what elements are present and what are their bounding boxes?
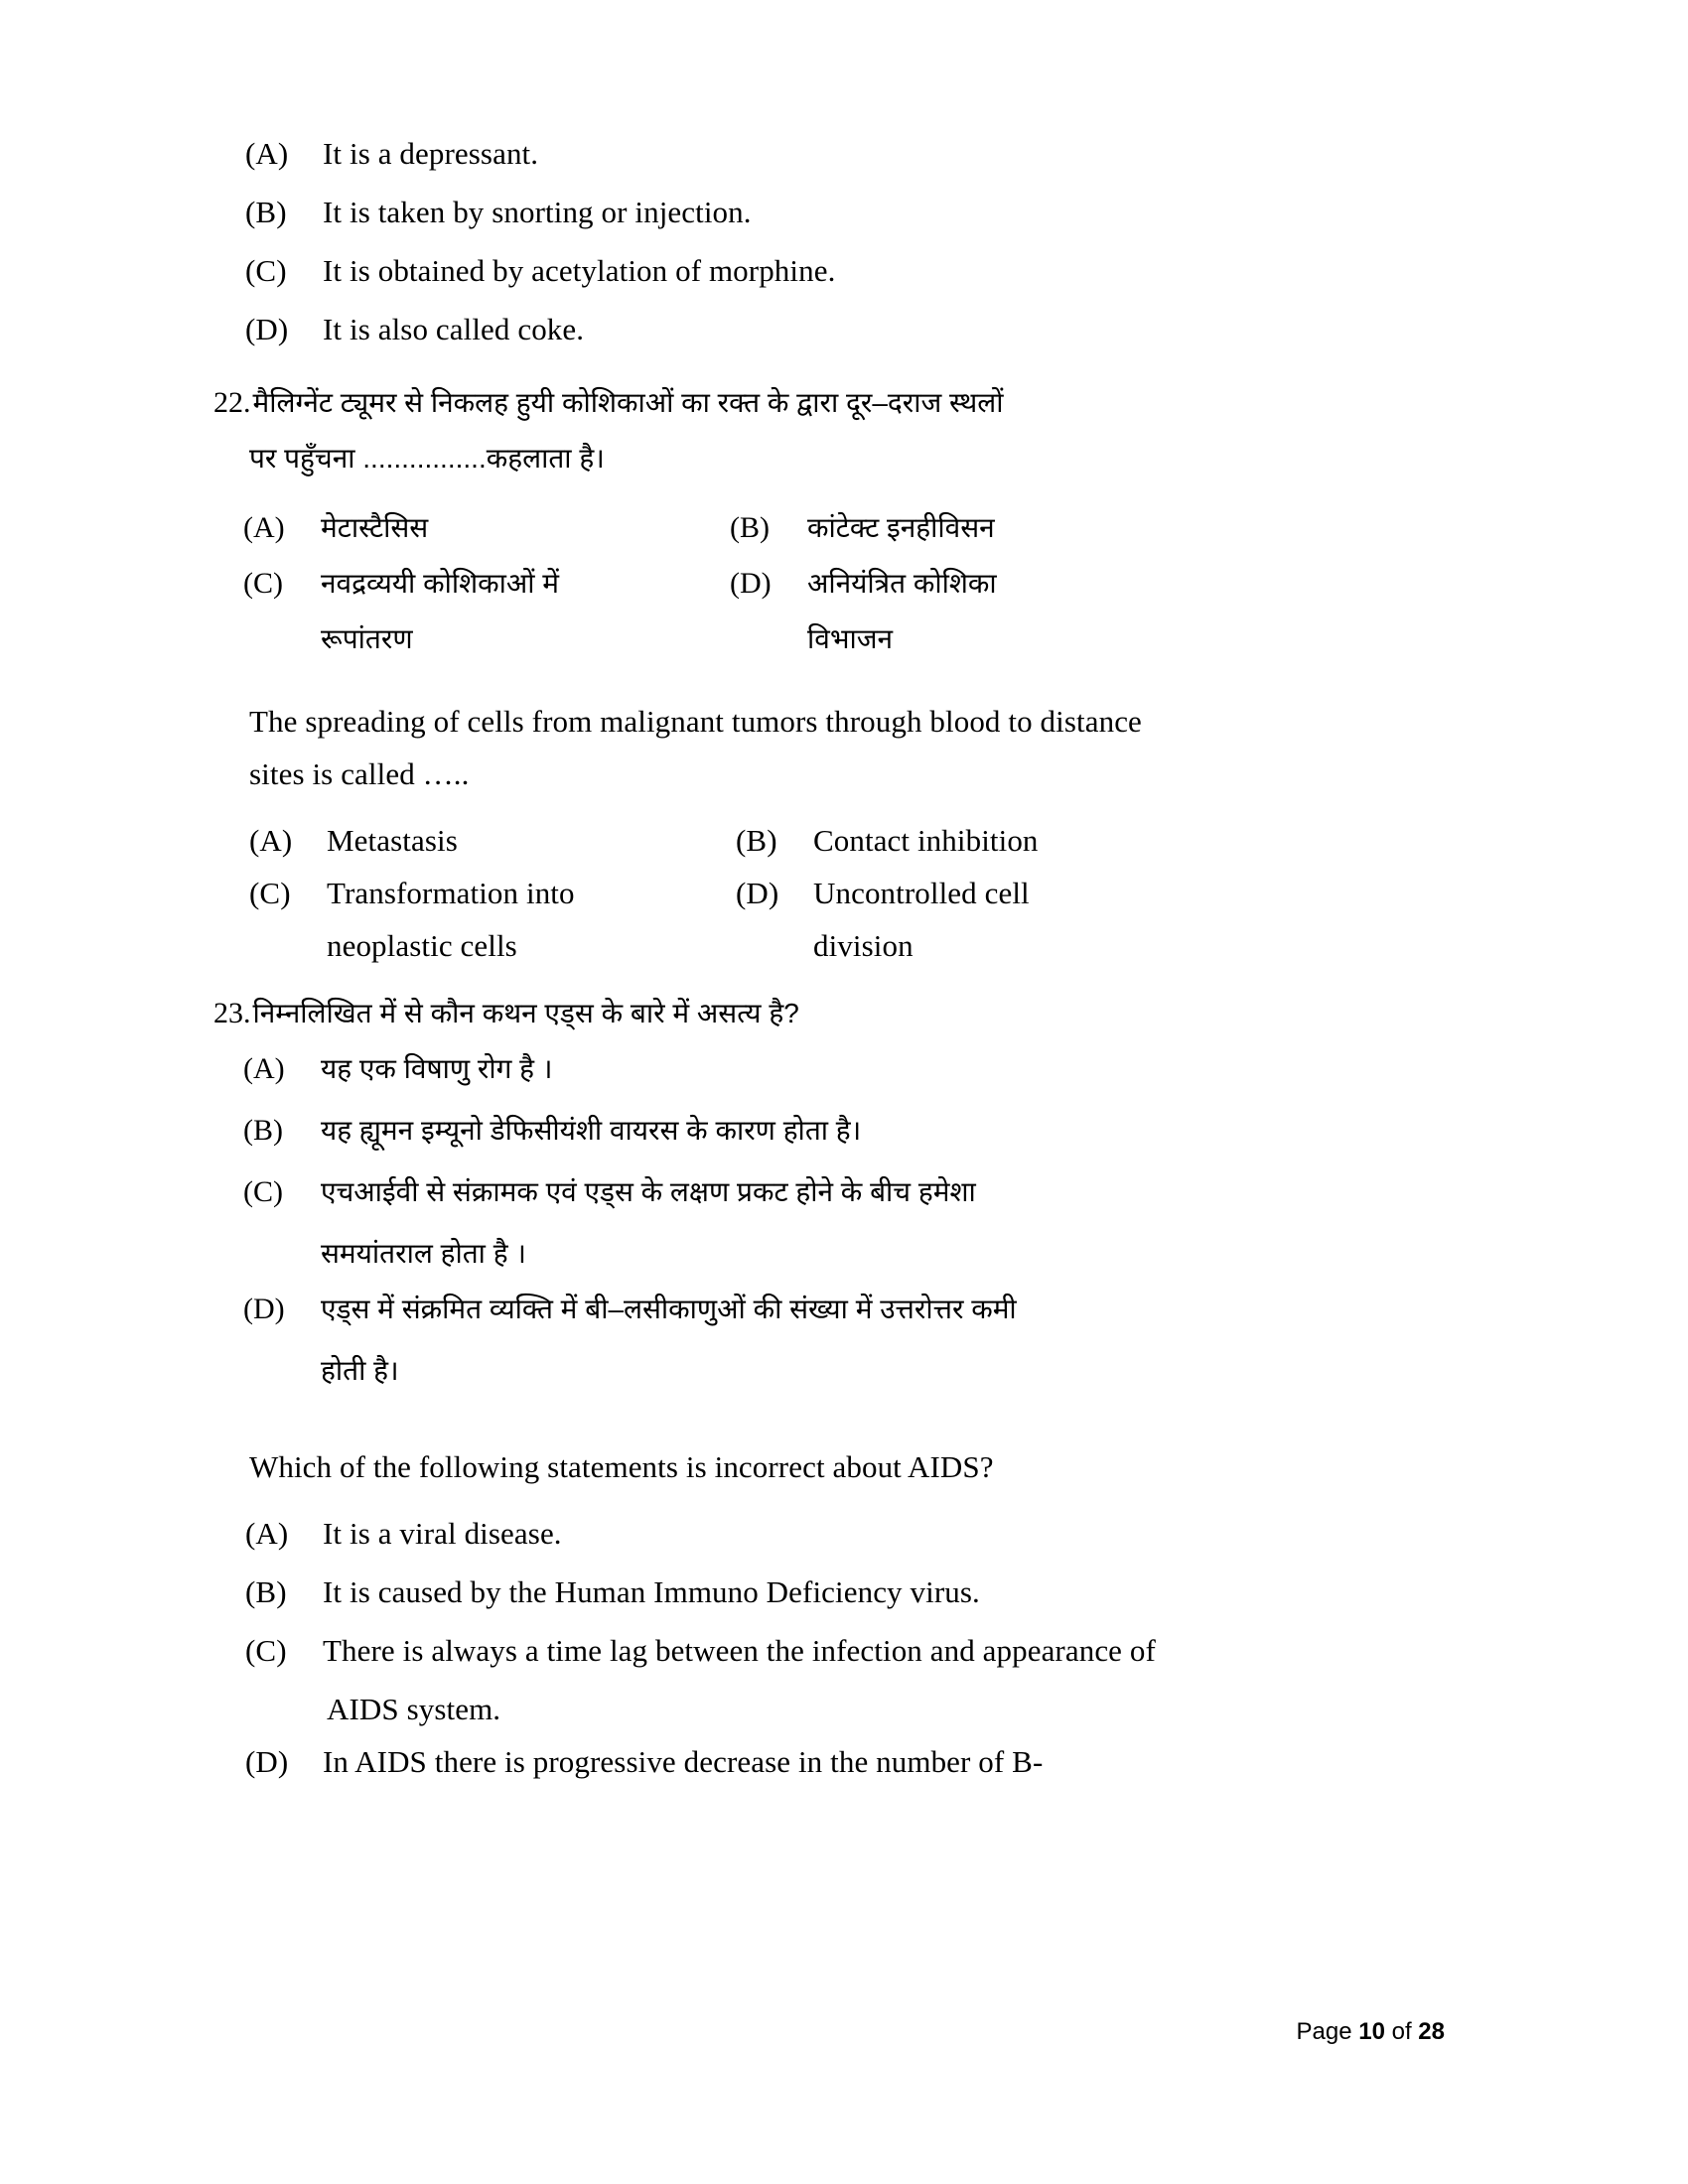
option-row (213, 867, 1455, 919)
option-row-continuation (213, 919, 1455, 972)
option-text: Uncontrolled cell (813, 876, 1030, 910)
question-number: 22. (213, 386, 251, 419)
option-text-continued: division (813, 928, 914, 963)
option-row (213, 814, 1455, 867)
option-text-continued: रूपांतरण (321, 623, 413, 654)
option-text: एड्स में संक्रमित व्यक्ति में बी–लसीकाणुओं की संख्या में उत्तरोत्तर कमी (321, 1294, 1017, 1324)
option-text: Contact inhibition (813, 823, 1039, 858)
question-text: Which of the following statements is incorrect about AIDS? (249, 1449, 994, 1484)
question-22-english-options (213, 814, 1455, 972)
question-22-hindi-line-1 (213, 375, 1455, 431)
option-row (213, 1164, 1455, 1220)
option-label: (B) (243, 1114, 283, 1147)
option-row (213, 186, 1455, 238)
option-label: (D) (243, 1293, 285, 1325)
option-c-continued (213, 612, 700, 667)
option-text: In AIDS there is progressive decrease in the number of B- (323, 1744, 1044, 1779)
option-label: (B) (245, 195, 287, 229)
option-label: (A) (243, 1052, 285, 1085)
spacer (213, 1399, 1455, 1440)
option-row (213, 1566, 1455, 1618)
option-label: (C) (245, 253, 287, 288)
option-c-continued: समयांतराल होता है । (321, 1238, 526, 1269)
spacer (213, 800, 1455, 814)
page-content (213, 127, 1455, 1794)
option-text: मेटास्टैसिस (321, 512, 429, 543)
footer-middle: of (1391, 2018, 1412, 2045)
option-text: It is also called coke. (323, 312, 585, 346)
question-22-hindi-stem (213, 375, 1455, 486)
spacer (213, 972, 1455, 986)
spacer (213, 667, 1455, 695)
option-label: (C) (249, 876, 291, 910)
question-22-hindi-line-2: पर पहुँचना ................कहलाता है। (249, 443, 605, 474)
option-text: अनियंत्रित कोशिका (807, 568, 997, 599)
option-text: Metastasis (327, 823, 458, 858)
option-row (213, 1735, 1455, 1788)
option-label: (B) (245, 1574, 287, 1609)
question-text-line-2: sites is called ….. (249, 756, 470, 791)
option-row (213, 1624, 1455, 1677)
option-row (213, 1103, 1455, 1159)
option-label: (A) (249, 823, 293, 858)
option-text: एचआईवी से संक्रामक एवं एड्स के लक्षण प्रकट होने के बीच हमेशा (321, 1176, 976, 1207)
footer-current-page: 10 (1358, 2018, 1385, 2045)
option-c-continued: AIDS system. (327, 1692, 501, 1726)
option-text-continued: neoplastic cells (327, 928, 517, 963)
question-23-hindi-stem (213, 986, 1455, 1041)
option-text: It is taken by snorting or injection. (323, 195, 752, 229)
option-c (213, 867, 700, 919)
option-row (213, 556, 1455, 612)
question-21-options-block (213, 127, 1455, 355)
question-23-hindi-options (213, 1041, 1455, 1399)
option-row (213, 303, 1455, 355)
option-label: (D) (245, 312, 289, 346)
option-label: (D) (730, 567, 772, 600)
option-label: (D) (245, 1744, 289, 1779)
option-label: (D) (736, 876, 779, 910)
option-text: Transformation into (327, 876, 575, 910)
option-label: (C) (245, 1633, 287, 1668)
option-label: (A) (245, 1516, 289, 1551)
option-d-continued (700, 612, 1216, 667)
option-label: (B) (736, 823, 777, 858)
option-label: (C) (243, 567, 283, 600)
spacer (213, 1493, 1455, 1507)
option-b (700, 500, 1216, 556)
option-row (213, 1041, 1455, 1097)
option-d-continued (700, 919, 1216, 972)
option-b (700, 814, 1216, 867)
option-label: (B) (730, 511, 770, 544)
option-label: (C) (243, 1175, 283, 1208)
option-d (700, 867, 1216, 919)
question-23-english-options (213, 1507, 1455, 1788)
question-number: 23. (213, 997, 251, 1029)
option-row (213, 500, 1455, 556)
spacer-label (213, 612, 321, 667)
option-text-continued: विभाजन (807, 623, 894, 654)
question-text: मैलिग्नेंट ट्यूमर से निकलह हुयी कोशिकाओं का रक्त के द्वारा दूर–दराज स्थलों (252, 387, 1004, 418)
option-text: नवद्रव्ययी कोशिकाओं में (321, 568, 560, 599)
option-text: It is a depressant. (323, 136, 539, 171)
option-c-continued (213, 919, 700, 972)
option-row (213, 1282, 1455, 1337)
option-a (213, 814, 700, 867)
question-22-english-stem (213, 695, 1455, 800)
question-text: निम्नलिखित में से कौन कथन एड्स के बारे में असत्य है? (252, 998, 799, 1028)
spacer (213, 361, 1455, 375)
option-text: It is a viral disease. (323, 1516, 562, 1551)
option-text: There is always a time lag between the infection and appearance of (323, 1633, 1156, 1668)
option-text: यह एक विषाणु रोग है । (321, 1053, 553, 1084)
option-text: It is caused by the Human Immuno Deficiency virus. (323, 1574, 980, 1609)
question-23-hindi-line (213, 986, 1455, 1041)
option-row (213, 244, 1455, 297)
spacer (213, 486, 1455, 500)
question-text-line-1: The spreading of cells from malignant tumors through blood to distance (249, 704, 1142, 739)
option-text: कांटेक्ट इनहीविसन (807, 512, 995, 543)
option-row (213, 127, 1455, 180)
option-a (213, 500, 700, 556)
option-d-continued: होती है। (321, 1355, 399, 1386)
option-row-continuation (213, 612, 1455, 667)
option-label: (A) (245, 136, 289, 171)
footer-prefix: Page (1296, 2018, 1352, 2045)
option-c (213, 556, 700, 612)
question-23-english-stem (213, 1440, 1455, 1493)
option-row (213, 1507, 1455, 1560)
page-footer (0, 2018, 1688, 2046)
option-text: It is obtained by acetylation of morphine. (323, 253, 836, 288)
spacer-label (700, 612, 807, 667)
footer-total-pages: 28 (1418, 2018, 1445, 2045)
question-22-hindi-options (213, 500, 1455, 667)
option-text: यह ह्यूमन इम्यूनो डेफिसीयंशी वायरस के कारण होता है। (321, 1115, 862, 1146)
option-d (700, 556, 1216, 612)
option-label: (A) (243, 511, 285, 544)
